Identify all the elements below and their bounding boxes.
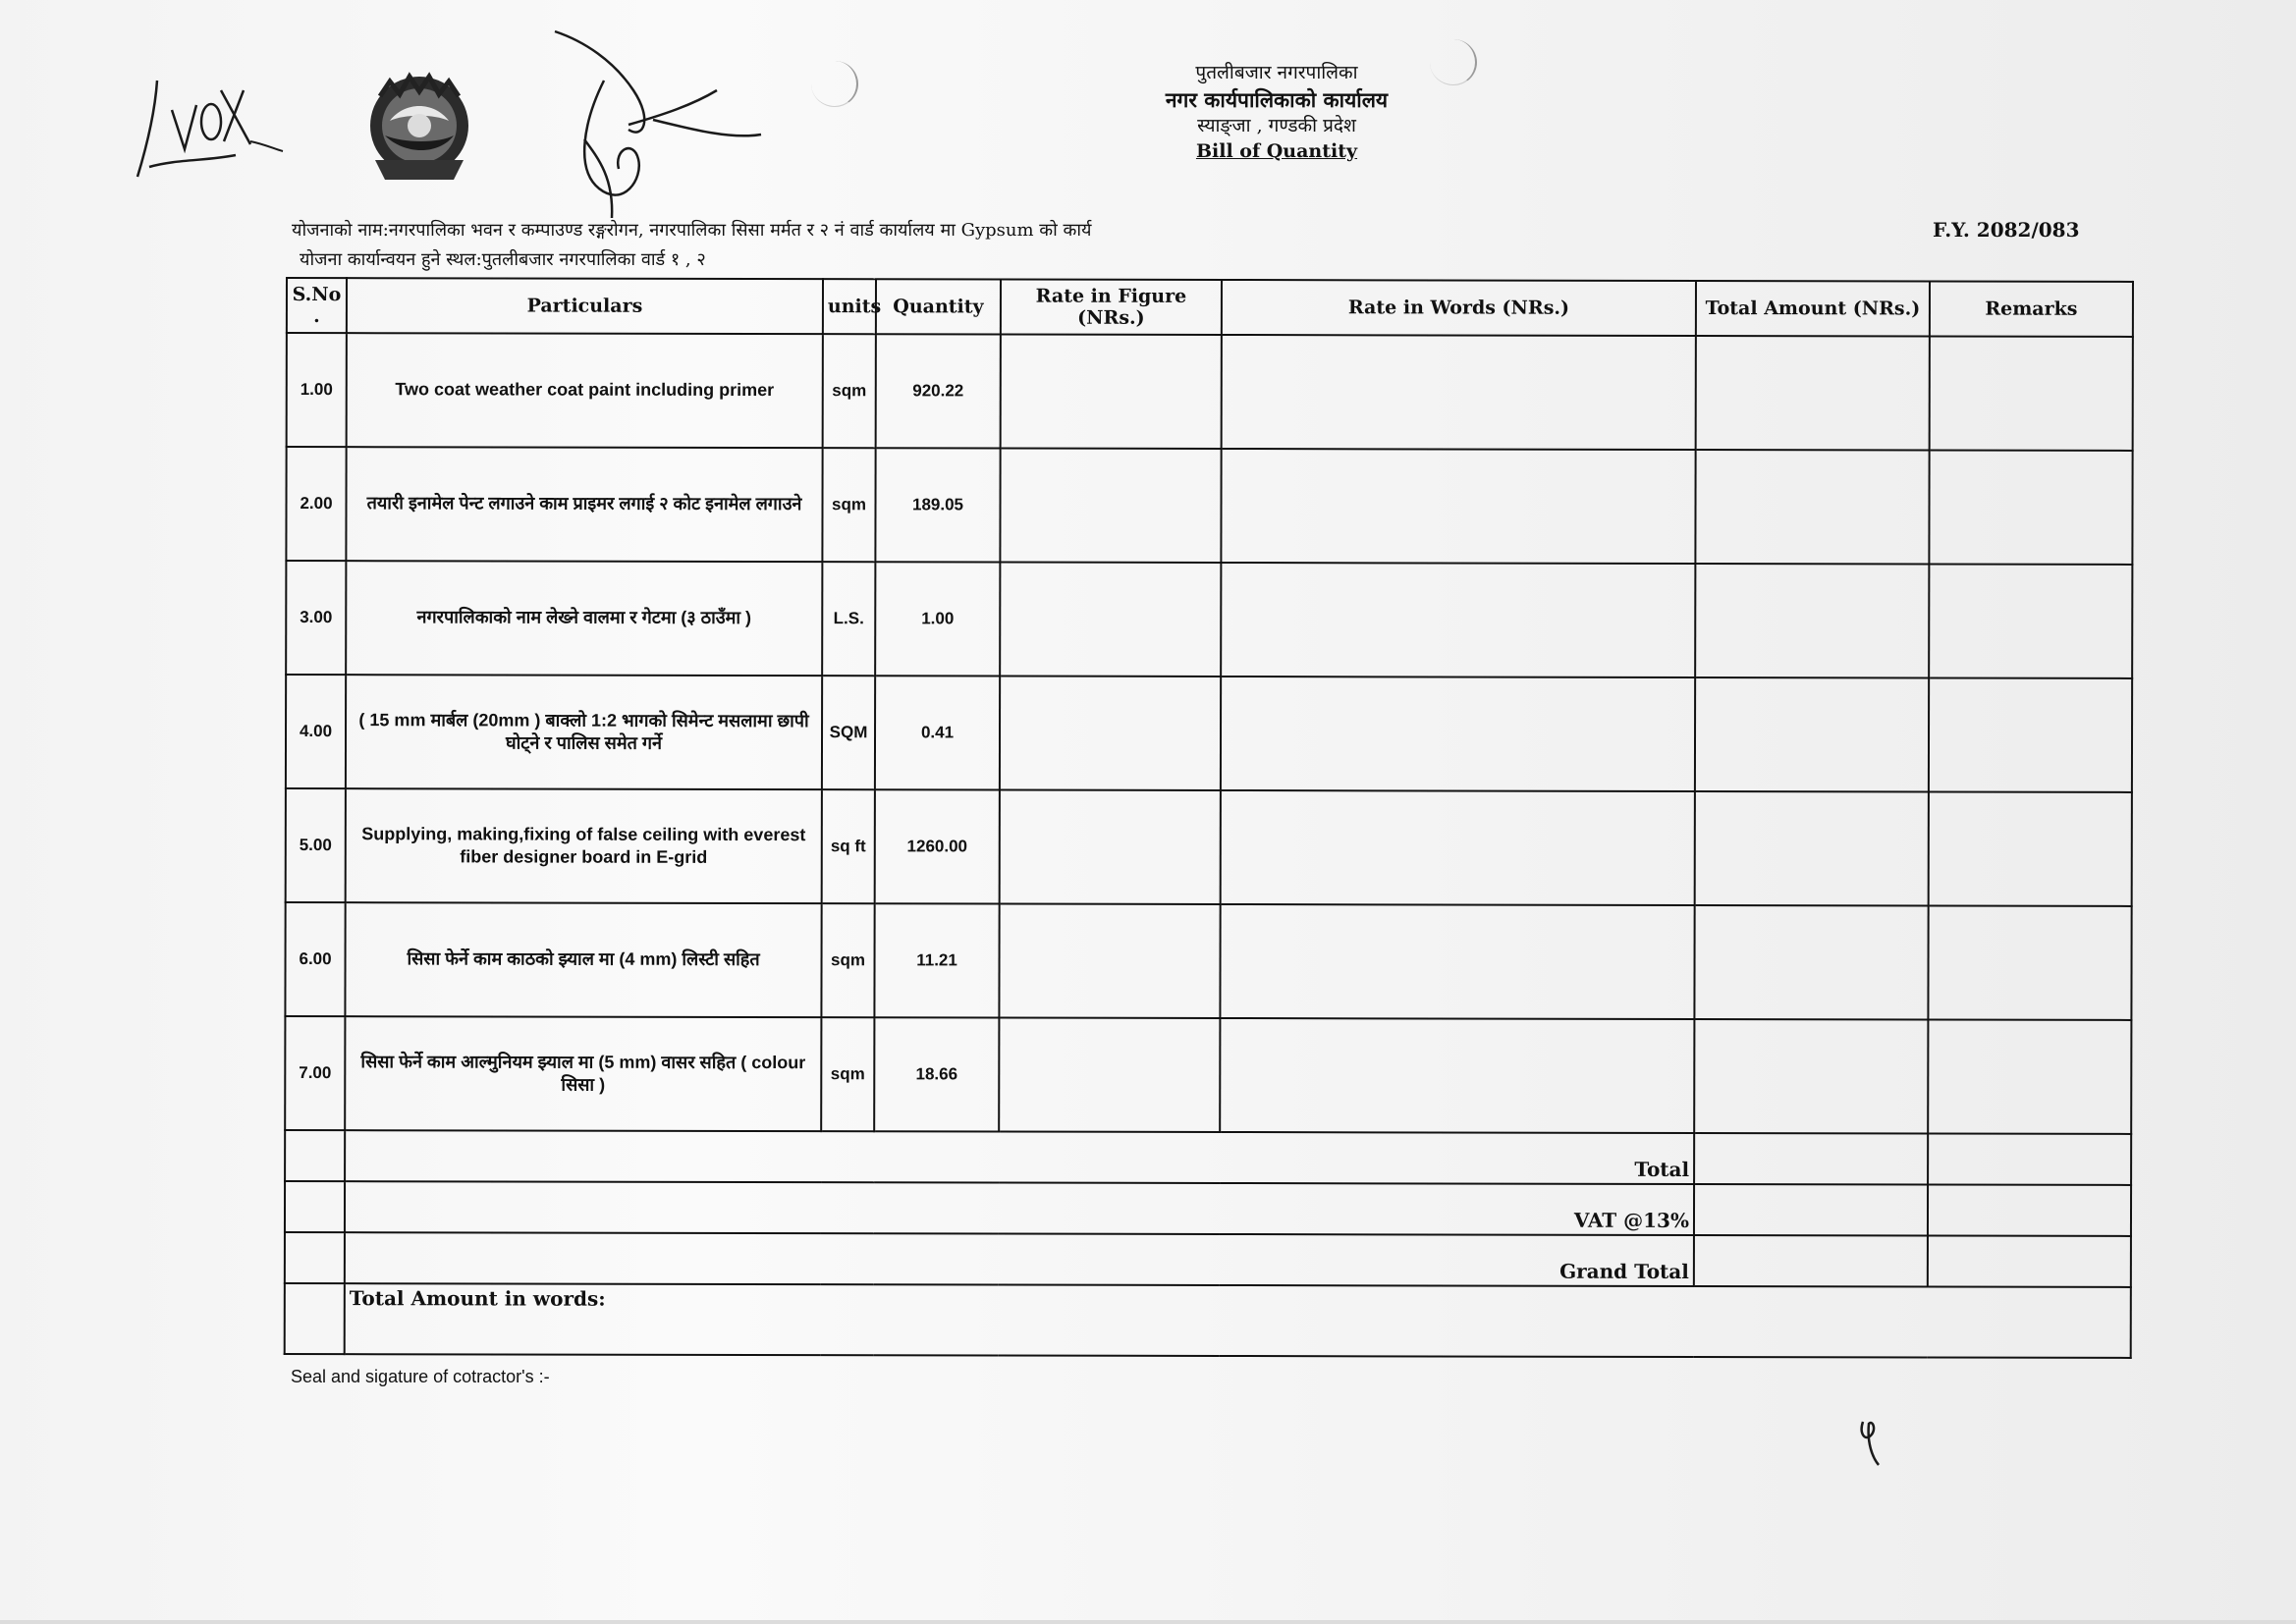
table-row (287, 333, 2133, 451)
row-remarks-cell[interactable] (1928, 906, 2131, 1020)
grand-total-label: Grand Total (345, 1232, 1694, 1286)
row-rate-figure-cell[interactable] (999, 904, 1220, 1018)
table-row (285, 1016, 2131, 1134)
row-total-amount-cell[interactable] (1694, 905, 1928, 1019)
amount-in-words-label[interactable]: Total Amount in words: (345, 1283, 2131, 1358)
office-location: स्याङ्जा , गण्डकी प्रदेश (1197, 114, 1356, 136)
col-rate-figure: Rate in Figure (NRs.) (1001, 280, 1222, 335)
row-total-amount-cell[interactable] (1694, 1019, 1928, 1133)
table-row (286, 675, 2132, 792)
row-particulars: Supplying, making,fixing of false ceiling with everest fiber designer board in E-grid (346, 788, 822, 903)
row-rate-figure-cell[interactable] (1000, 790, 1221, 904)
row-rate-figure-cell[interactable] (1000, 449, 1221, 563)
row-remarks-cell[interactable] (1930, 337, 2133, 451)
row-unit: sqm (822, 448, 875, 562)
col-sno: S.No . (287, 278, 347, 333)
row-unit: sq ft (822, 789, 875, 903)
row-particulars: नगरपालिकाको नाम लेख्ने वालमा र गेटमा (३ ठाउँमा ) (346, 561, 822, 676)
row-remarks-cell[interactable] (1929, 451, 2132, 565)
row-particulars: ( 15 mm मार्बल (20mm ) बाक्लो 1:2 भागको सिमेन्ट मसलामा छापी घोट्ने र पालिस समेत गर्ने (346, 675, 822, 789)
row-quantity: 11.21 (874, 903, 999, 1017)
row-unit: SQM (822, 676, 875, 789)
row-sno: 3.00 (286, 561, 346, 675)
row-remarks-cell[interactable] (1929, 792, 2132, 906)
row-rate-words-cell[interactable] (1221, 563, 1695, 677)
row-total-amount-cell[interactable] (1695, 677, 1929, 791)
page-edge (0, 1620, 2296, 1624)
total-row-sno (285, 1130, 345, 1181)
row-quantity: 18.66 (874, 1017, 999, 1131)
row-remarks-cell[interactable] (1929, 678, 2132, 792)
letterhead (982, 61, 1571, 164)
row-total-amount-cell[interactable] (1695, 791, 1929, 905)
amount-in-words-row (285, 1283, 2131, 1358)
municipality-name: पुतलीबजार नगरपालिका (1195, 62, 1358, 83)
col-quantity: Quantity (876, 279, 1001, 334)
grand-total-row-sno (285, 1232, 345, 1283)
col-rate-words: Rate in Words (NRs.) (1222, 280, 1696, 336)
bill-of-quantity-table (284, 277, 2134, 1359)
table-row (286, 447, 2132, 565)
row-particulars: सिसा फेर्ने काम काठको झ्याल मा (4 mm) लिस्टी सहित (345, 902, 821, 1017)
row-sno: 7.00 (285, 1016, 345, 1130)
row-quantity: 0.41 (875, 676, 1000, 789)
handwritten-initials (128, 51, 285, 189)
row-total-amount-cell[interactable] (1695, 450, 1929, 564)
row-unit: sqm (821, 903, 874, 1017)
total-row (285, 1130, 2131, 1185)
table-header-row (287, 278, 2133, 337)
table-row (286, 561, 2132, 678)
row-total-amount-cell[interactable] (1696, 336, 1930, 450)
total-amount-cell[interactable] (1694, 1133, 1928, 1184)
handwritten-signature (545, 22, 771, 247)
office-name: नगर कार्यपालिकाको कार्यालय (1165, 86, 1389, 112)
row-particulars: तयारी इनामेल पेन्ट लगाउने काम प्राइमर लगाई २ कोट इनामेल लगाउने (346, 447, 822, 562)
row-rate-words-cell[interactable] (1220, 904, 1694, 1019)
row-quantity: 1.00 (875, 562, 1000, 676)
row-sno: 2.00 (286, 447, 346, 561)
row-rate-words-cell[interactable] (1220, 1018, 1694, 1133)
row-unit: sqm (821, 1017, 874, 1131)
handwritten-page-mark (1851, 1414, 1890, 1473)
grand-total-amount-cell[interactable] (1694, 1235, 1928, 1286)
vat-label: VAT @13% (345, 1181, 1694, 1235)
contractor-signature-note: Seal and sigature of cotractor's :- (291, 1367, 550, 1386)
vat-amount-cell[interactable] (1694, 1184, 1928, 1235)
total-remarks-cell[interactable] (1928, 1134, 2131, 1185)
row-unit: sqm (823, 334, 876, 448)
government-emblem (355, 67, 483, 194)
row-quantity: 920.22 (876, 334, 1001, 448)
col-total-amount: Total Amount (NRs.) (1696, 281, 1930, 336)
row-quantity: 189.05 (875, 448, 1000, 562)
vat-row-sno (285, 1181, 345, 1232)
row-total-amount-cell[interactable] (1695, 564, 1929, 677)
row-remarks-cell[interactable] (1929, 565, 2132, 678)
row-sno: 1.00 (287, 333, 347, 447)
row-sno: 5.00 (286, 788, 346, 902)
col-remarks: Remarks (1930, 282, 2133, 337)
vat-row (285, 1181, 2131, 1236)
row-rate-figure-cell[interactable] (1000, 563, 1221, 677)
fiscal-year: F.Y. 2082/083 (1933, 218, 2080, 242)
row-rate-words-cell[interactable] (1221, 677, 1695, 791)
col-units: units (823, 279, 876, 334)
row-sno: 6.00 (285, 902, 345, 1016)
row-rate-figure-cell[interactable] (1000, 677, 1221, 790)
amount-in-words-sno (285, 1283, 345, 1354)
hole-punch-left (811, 61, 858, 107)
row-unit: L.S. (822, 562, 875, 676)
row-remarks-cell[interactable] (1928, 1020, 2131, 1134)
row-rate-figure-cell[interactable] (999, 1018, 1220, 1132)
row-rate-words-cell[interactable] (1221, 790, 1695, 905)
row-rate-figure-cell[interactable] (1001, 335, 1222, 449)
row-quantity: 1260.00 (875, 789, 1000, 903)
table-row (285, 902, 2131, 1020)
project-site: योजना कार्यान्वयन हुने स्थल:पुतलीबजार नगरपालिका वार्ड १ , २ (300, 249, 706, 270)
row-particulars: Two coat weather coat paint including primer (347, 333, 823, 448)
document-title: Bill of Quantity (1195, 139, 1358, 162)
total-label: Total (345, 1130, 1694, 1184)
vat-remarks-cell[interactable] (1928, 1185, 2131, 1236)
row-sno: 4.00 (286, 675, 346, 788)
table-row (286, 788, 2132, 906)
project-name: योजनाको नाम:नगरपालिका भवन र कम्पाउण्ड रङ्गरोगन, नगरपालिका सिसा मर्मत र २ नं वार्ड कार्यालय मा Gypsum को कार्य (292, 220, 1092, 241)
row-rate-words-cell[interactable] (1222, 335, 1696, 450)
col-particulars: Particulars (347, 278, 823, 334)
row-rate-words-cell[interactable] (1221, 449, 1695, 564)
row-particulars: सिसा फेर्ने काम आल्मुनियम झ्याल मा (5 mm) वासर सहित ( colour सिसा ) (345, 1016, 821, 1131)
grand-total-row (285, 1232, 2131, 1287)
grand-total-remarks-cell[interactable] (1928, 1236, 2131, 1287)
